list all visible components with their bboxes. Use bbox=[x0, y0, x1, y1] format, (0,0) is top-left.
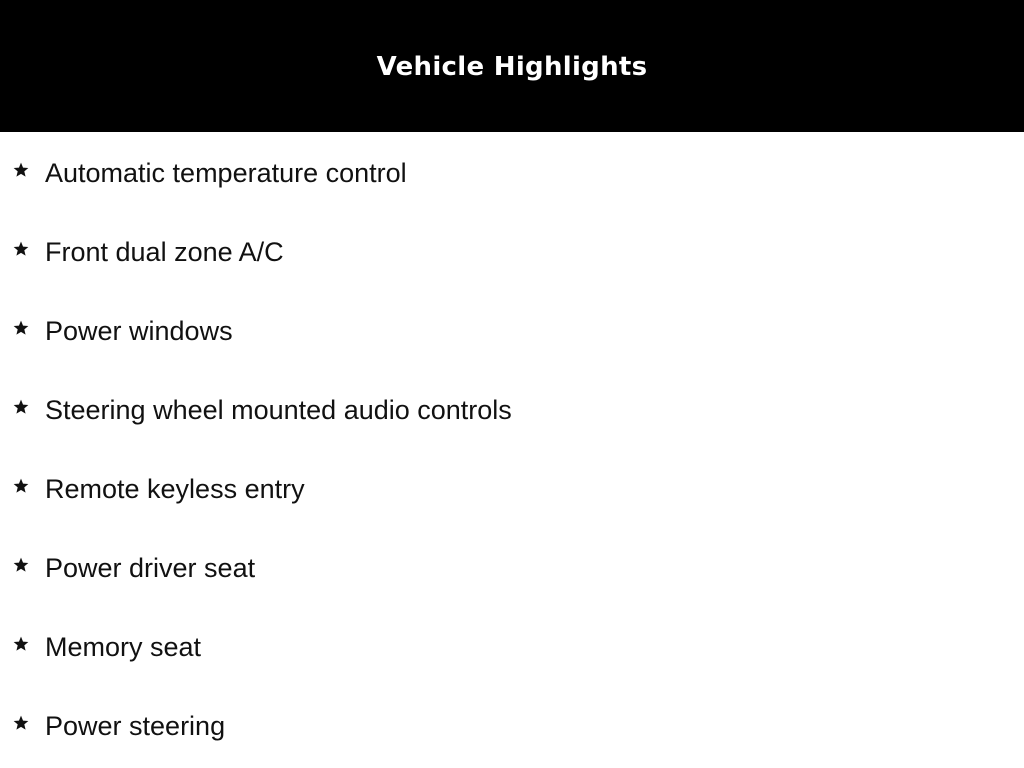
feature-label: Power driver seat bbox=[45, 553, 256, 583]
page-header bbox=[0, 0, 1024, 132]
feature-label: Front dual zone A/C bbox=[45, 237, 284, 267]
page-title: Vehicle Highlights bbox=[376, 52, 648, 82]
star-icon bbox=[12, 319, 30, 337]
feature-label: Automatic temperature control bbox=[45, 158, 407, 188]
feature-item bbox=[0, 527, 1024, 606]
feature-item bbox=[0, 290, 1024, 369]
star-icon bbox=[12, 161, 30, 179]
feature-item bbox=[0, 685, 1024, 764]
feature-label: Memory seat bbox=[45, 632, 202, 662]
feature-item bbox=[0, 369, 1024, 448]
star-icon bbox=[12, 635, 30, 653]
star-icon bbox=[12, 714, 30, 732]
feature-label: Steering wheel mounted audio controls bbox=[45, 395, 512, 425]
feature-label: Power steering bbox=[45, 711, 226, 741]
feature-label: Remote keyless entry bbox=[45, 474, 305, 504]
feature-item bbox=[0, 448, 1024, 527]
star-icon bbox=[12, 240, 30, 258]
star-icon bbox=[12, 398, 30, 416]
feature-item bbox=[0, 132, 1024, 211]
feature-item bbox=[0, 606, 1024, 685]
feature-list bbox=[0, 132, 1024, 764]
star-icon bbox=[12, 556, 30, 574]
feature-item bbox=[0, 211, 1024, 290]
feature-label: Power windows bbox=[45, 316, 233, 346]
star-icon bbox=[12, 477, 30, 495]
